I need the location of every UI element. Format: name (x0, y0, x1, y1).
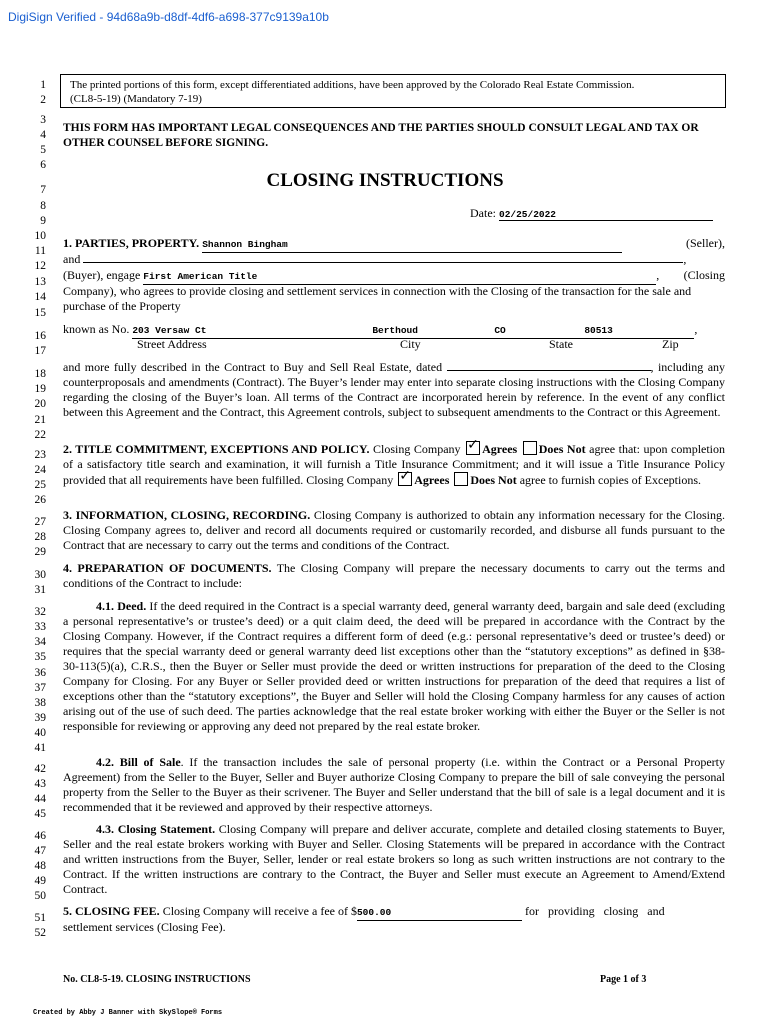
line-number: 18 (34, 368, 46, 380)
line-number: 20 (34, 398, 46, 410)
line-number: 25 (34, 479, 46, 491)
line-number: 40 (34, 727, 46, 739)
does-not-checkbox-2[interactable] (454, 472, 468, 486)
line-number: 23 (34, 449, 46, 461)
section-3-body: Closing Company is authorized to obtain any information necessary for the Closing. Closing Company agrees to, deliver and record all documents required or customarily recorded, and disburse all funds pursuant to the Contract that are necessary to carry out the terms and conditions of the Contract. (63, 508, 725, 552)
line-number: 32 (34, 606, 46, 618)
line-number: 9 (40, 215, 46, 227)
approval-line-1: The printed portions of this form, except differentiated additions, have been approved by the Colorado Real Estate Commission. (70, 79, 635, 91)
section-1-line-15: purchase of the Property (63, 299, 181, 313)
agrees-checkbox-1[interactable] (466, 437, 480, 455)
line-number: 19 (34, 383, 46, 395)
warning-text (63, 121, 725, 151)
line-number: 13 (34, 276, 46, 288)
line-number: 33 (34, 621, 46, 633)
section-1-line-13: (Buyer), engage First American Title , (Closing (63, 268, 725, 285)
section-2-text-2: agree that: upon (589, 442, 668, 456)
does-not-checkbox-1[interactable] (523, 441, 537, 455)
does-not-label-1: Does Not (538, 442, 586, 456)
line-number: 4 (40, 129, 46, 141)
section-1-line-14: Company), who agrees to provide closing and settlement services in connection with the Closing of the transaction for the sale and (63, 284, 692, 298)
line-number: 21 (34, 414, 46, 426)
section-4-3-body: Closing Company will prepare and deliver accurate, complete and detailed closing statements to Buyer, Seller and the real estate brokers working with Buyer and Seller. Closing Statements will be prepared in accordance with the Contract and written instructions from the Buyer, Seller, lender or real estate brokers so long as such written instructions are not contrary to the Contract. If the written instructions are contrary to the Contract, the Buyer and Seller must execute an Agreement to Amend/Extend Contract. (63, 822, 725, 896)
state-label: State (549, 337, 573, 351)
line-number: 47 (34, 845, 46, 857)
zip-label: Zip (662, 337, 679, 351)
closing-company-field[interactable]: First American Title (143, 269, 656, 285)
footer-form-id: No. CL8-5-19. CLOSING INSTRUCTIONS (63, 974, 251, 985)
section-5-text-2: for providing closing and (524, 904, 665, 918)
agrees-label-2: Agrees (414, 473, 450, 487)
line-number: 46 (34, 830, 46, 842)
section-1-body (63, 360, 725, 420)
line-number: 44 (34, 793, 46, 805)
seller-label: (Seller), (686, 236, 725, 250)
line-number: 24 (34, 464, 46, 476)
section-4-1-body: If the deed required in the Contract is a special warranty deed, general warranty deed, bargain and sale deed (excluding a personal representative’s or trustee’s deed) or a quit claim deed, the deed will be prepared in accordance with the Contract by the Closing Company. However, if the Contract requires a different form of deed (e.g.: personal representative’s deed or trustee’s deed) or requires that the special warranty deed or general warranty deed list exceptions other than the “statutory exceptions” as defined in §38-30-113(5)(a), C.R.S., then the Buyer or Seller must provide the deed or written instructions for preparation of the deed to the Closing Company for Closing. For any Buyer or Seller provided deed or written instructions for preparation of the deed that requires a list of exceptions other than the “statutory exceptions”, the Buyer and Seller will hold the Closing Company harmless for any causes of action arising out of the use of such deed. The parties acknowledge that the real estate broker working with either the Buyer or the Seller is not responsible for reviewing or approving any deed not prepared by the real estate broker. (63, 599, 726, 733)
agrees-label-1: Agrees (482, 442, 518, 456)
approval-text (70, 78, 634, 106)
closing-fee-field[interactable]: 500.00 (357, 905, 522, 921)
line-number: 6 (40, 159, 46, 171)
created-by-note: Created by Abby J Banner with SkySlope® Forms (33, 1009, 223, 1017)
section-1-line-12: and , (63, 252, 687, 266)
line-number: 30 (34, 569, 46, 581)
line-number: 36 (34, 667, 46, 679)
section-1-line-11 (63, 236, 725, 253)
section-5-text-1: Closing Company will receive a fee of $ (162, 904, 357, 918)
line-number: 3 (40, 114, 46, 126)
line-number: 16 (34, 330, 46, 342)
section-2-body: completion of a satisfactory title search and examination, it will furnish a Title Insurance Commitment; and it will issue a Title Insurance Policy provided that all requirements have been fulfilled. Closing Company (63, 442, 726, 487)
section-4-heading: 4. PREPARATION OF DOCUMENTS. (63, 561, 272, 575)
section-4-body: The Closing Company will prepare the necessary documents to carry out the terms and conditions of the Contract to include: (63, 561, 725, 590)
does-not-label-2: Does Not (470, 473, 517, 487)
buyer-engage-text: (Buyer), engage (63, 268, 141, 282)
section-3 (63, 508, 725, 553)
known-as-label: known as No. (63, 322, 130, 336)
street-label: Street Address (137, 337, 207, 351)
line-number: 52 (34, 927, 46, 939)
section-5-heading: 5. CLOSING FEE. (63, 904, 160, 918)
line-number: 50 (34, 890, 46, 902)
line-number: 2 (40, 94, 46, 106)
section-4-2-heading: 4.2. Bill of Sale (96, 755, 181, 769)
section-2-text-1: Closing Company (373, 442, 461, 456)
section-5-line-51 (63, 904, 725, 921)
line-number: 42 (34, 763, 46, 775)
line-number: 27 (34, 516, 46, 528)
line-number: 39 (34, 712, 46, 724)
approval-line-2: (CL8-5-19) (Mandatory 7-19) (70, 93, 202, 105)
section-1-heading: 1. PARTIES, PROPERTY. (63, 236, 200, 250)
line-number: 28 (34, 531, 46, 543)
line-number: 45 (34, 808, 46, 820)
section-2-line-26: copies of Exceptions. (598, 473, 701, 487)
line-number: 17 (34, 345, 46, 357)
section-4 (63, 561, 725, 591)
date-row (470, 206, 713, 221)
line-number: 43 (34, 778, 46, 790)
line-number: 11 (34, 245, 46, 257)
line-number: 26 (34, 494, 46, 506)
section-1-body-b: , including any counterproposals and amendments (Contract). The Buyer’s lender may enter into separate closing instructions with the Closing Company regarding the closing of the Buyer’s loan. All terms of the Contract are incorporated herein by reference. In the event of any conflict between this Agreement and the Contract, this Agreement controls, subject to subsequent amendments to the Contract or this Agreement. (63, 360, 726, 419)
street-field[interactable]: 203 Versaw Ct (132, 323, 372, 339)
buyer-name-field[interactable] (83, 262, 683, 263)
closing-label: (Closing (683, 268, 725, 282)
line-number: 38 (34, 697, 46, 709)
section-4-1 (63, 599, 725, 734)
line-number: 31 (34, 584, 46, 596)
section-4-3 (63, 822, 725, 897)
and-text: and (63, 252, 81, 266)
line-number: 5 (40, 144, 46, 156)
line-number: 10 (34, 230, 46, 242)
line-number: 7 (40, 184, 46, 196)
check-icon: ✓ (399, 468, 411, 484)
section-2-text-3: agree to furnish (519, 473, 596, 487)
footer-page-number: Page 1 of 3 (600, 974, 647, 985)
seller-name-field[interactable]: Shannon Bingham (202, 237, 622, 253)
line-number: 35 (34, 651, 46, 663)
date-field[interactable]: 02/25/2022 (499, 209, 713, 221)
city-field[interactable]: Berthoud (372, 323, 494, 339)
line-number: 14 (34, 291, 46, 303)
section-2 (63, 437, 726, 488)
section-3-heading: 3. INFORMATION, CLOSING, RECORDING. (63, 508, 311, 522)
city-label: City (400, 337, 421, 351)
line-number: 49 (34, 875, 46, 887)
line-number: 12 (34, 260, 46, 272)
line-number: 37 (34, 682, 46, 694)
line-number: 8 (40, 200, 46, 212)
line-number: 41 (34, 742, 46, 754)
state-field[interactable]: CO (494, 323, 584, 339)
date-label: Date: (470, 206, 496, 220)
page-title: CLOSING INSTRUCTIONS (266, 170, 504, 191)
line-number: 34 (34, 636, 46, 648)
line-number: 51 (34, 912, 46, 924)
line-number: 15 (34, 307, 46, 319)
section-4-1-heading: 4.1. Deed. (96, 599, 147, 613)
line-number: 48 (34, 860, 46, 872)
warning-line-1: THIS FORM HAS IMPORTANT LEGAL CONSEQUENCES AND THE PARTIES SHOULD CONSULT LEGAL AND TAX OR (63, 122, 699, 134)
contract-date-field[interactable] (447, 370, 651, 371)
section-4-2-body: . If the transaction includes the sale of personal property (i.e. within the Contract or a Personal Property Agreement) from the Seller to the Buyer, Seller and Buyer authorize Closing Company to prepare the bill of sale conveying the personal property from the Seller to the Buyer as their scrivener. The Buyer and Seller understand that the bill of sale is a legal document and it is recommended that it be reviewed and approved by their respective attorneys. (63, 755, 725, 814)
zip-field[interactable]: 80513 (584, 323, 694, 339)
section-4-2 (63, 755, 725, 815)
check-icon: ✓ (467, 437, 479, 453)
line-number: 22 (34, 429, 46, 441)
digisign-banner: DigiSign Verified - 94d68a9b-d8df-4df6-a698-377c9139a10b (8, 10, 329, 24)
line-number: 29 (34, 546, 46, 558)
section-5-line-52: settlement services (Closing Fee). (63, 920, 226, 934)
property-address-row: known as No. 203 Versaw Ct Berthoud CO 80513 , (63, 322, 725, 339)
section-1-body-a: and more fully described in the Contract to Buy and Sell Real Estate, dated (63, 360, 443, 374)
agrees-checkbox-2[interactable] (398, 468, 412, 486)
warning-line-2: OTHER COUNSEL BEFORE SIGNING. (63, 137, 269, 149)
section-2-heading: 2. TITLE COMMITMENT, EXCEPTIONS AND POLICY. (63, 442, 370, 456)
line-number: 1 (40, 79, 46, 91)
section-4-3-heading: 4.3. Closing Statement. (96, 822, 216, 836)
